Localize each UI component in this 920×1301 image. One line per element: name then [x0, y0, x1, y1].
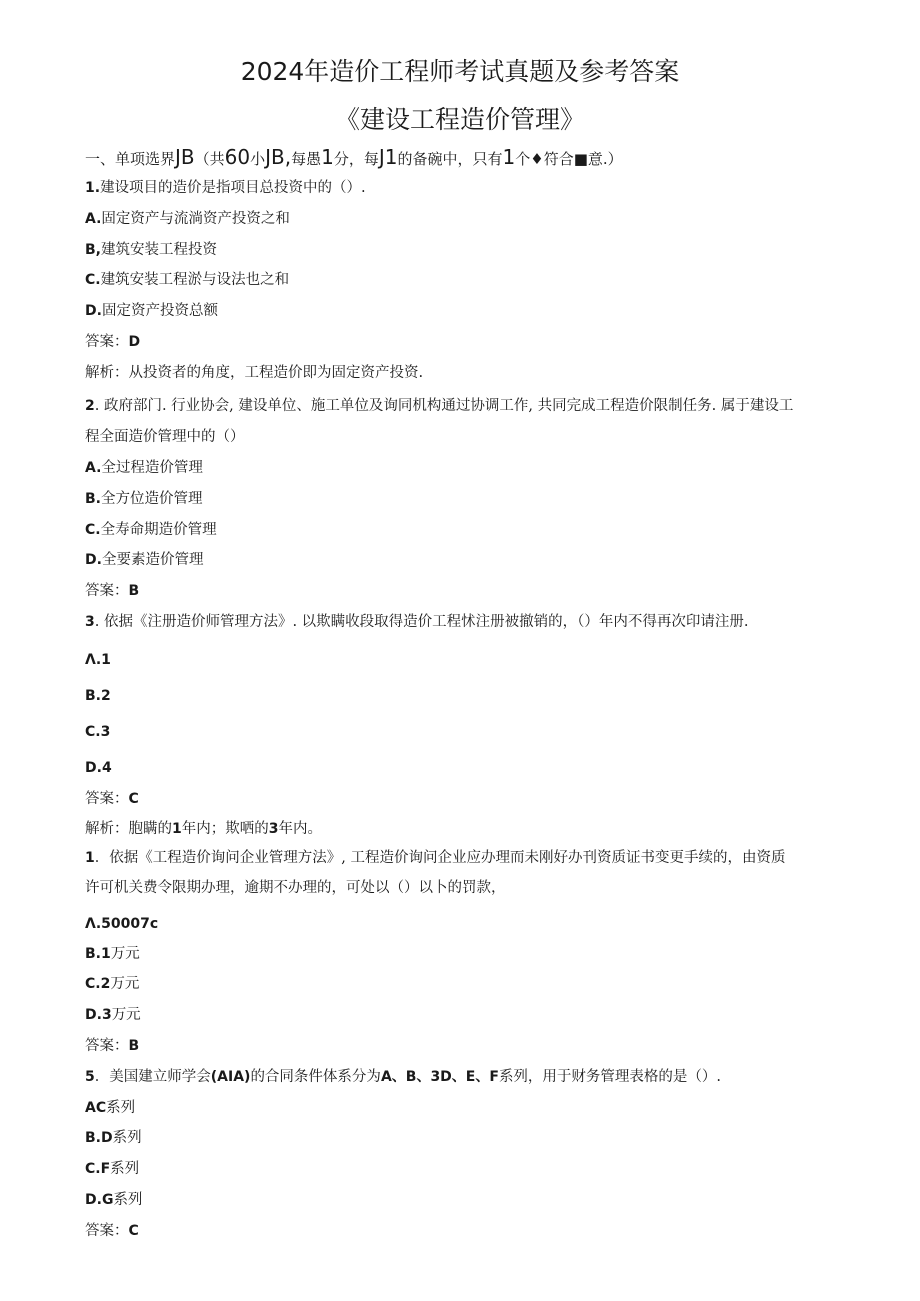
question-2-option-c: C.全寿命期造价管理	[85, 522, 217, 538]
question-5-option-c: C.F系列	[85, 1161, 140, 1177]
question-1-option-d: D.固定资产投资总额	[85, 303, 218, 319]
question-1-answer: 答案：D	[85, 334, 141, 350]
document-subtitle: 《建设工程造价管理》	[334, 105, 585, 134]
question-1-option-b: B,建筑安装工程投资	[85, 242, 217, 258]
document-title: 2024年造价工程师考试真题及参考答案	[240, 57, 680, 86]
question-3-option-c: C.3	[85, 724, 111, 740]
question-2-stem-line2: 程全面造价管理中的（）	[85, 429, 245, 445]
question-2-option-d: D.全要素造价管理	[85, 552, 204, 568]
question-1-option-c: C.建筑安装工程淤与设法也之和	[85, 272, 290, 288]
question-3-option-b: B.2	[85, 688, 111, 704]
question-2-option-b: B.全方位造价管理	[85, 491, 203, 507]
question-4-answer: 答案：B	[85, 1038, 140, 1054]
question-1-explanation: 解析：从投资者的角度，工程造价即为固定资产投资.	[85, 365, 424, 381]
question-5-option-a: AC系列	[85, 1100, 136, 1116]
question-3-stem: 3. 依据《注册造价师管理方法》. 以欺瞒收段取得造价工程怵注册被撤销的，（）年内不得再次印请注册.	[85, 614, 749, 630]
question-1-option-a: A.固定资产与流淌资产投资之和	[85, 211, 290, 227]
question-4-stem-line1: 1．依据《工程造价询问企业管理方法》, 工程造价询问企业应办理而未刚好办刊资质证书变更手续的，由资质	[85, 850, 786, 866]
question-3-answer: 答案：C	[85, 791, 139, 807]
question-3-option-a: Λ.1	[85, 652, 111, 668]
question-4-option-a: Λ.50007c	[85, 916, 159, 932]
question-5-stem: 5．美国建立师学会(AIA)的合同条件体系分为A、B、3D、E、F系列，用于财务管理表格的是（）.	[85, 1069, 722, 1085]
question-2-answer: 答案：B	[85, 583, 140, 599]
question-3-explanation: 解析：胞瞒的1年内；欺哂的3年内。	[85, 821, 322, 837]
question-5-option-d: D.G系列	[85, 1192, 143, 1208]
question-4-option-d: D.3万元	[85, 1007, 141, 1023]
section-heading: 一、单项选界JB（共60小JB,每愚1分，每J1的备碗中，只有1个♦符合■意.）	[85, 147, 623, 169]
question-2-option-a: A.全过程造价管理	[85, 460, 203, 476]
question-4-stem-line2: 许可机关费令限期办理，逾期不办理的，可处以（）以卜的罚款，	[85, 880, 506, 896]
question-4-option-c: C.2万元	[85, 976, 140, 992]
question-5-option-b: B.D系列	[85, 1130, 142, 1146]
question-3-option-d: D.4	[85, 760, 112, 776]
question-4-option-b: B.1万元	[85, 946, 140, 962]
question-2-stem-line1: 2. 政府部门. 行业协会, 建设单位、施工单位及询同机构通过协调工作, 共同完成工程造价限制任务. 属于建设工	[85, 398, 794, 414]
question-5-answer: 答案：C	[85, 1223, 139, 1239]
question-1-stem: 1.建设项目的造价是指项目总投资中的（）.	[85, 180, 366, 196]
